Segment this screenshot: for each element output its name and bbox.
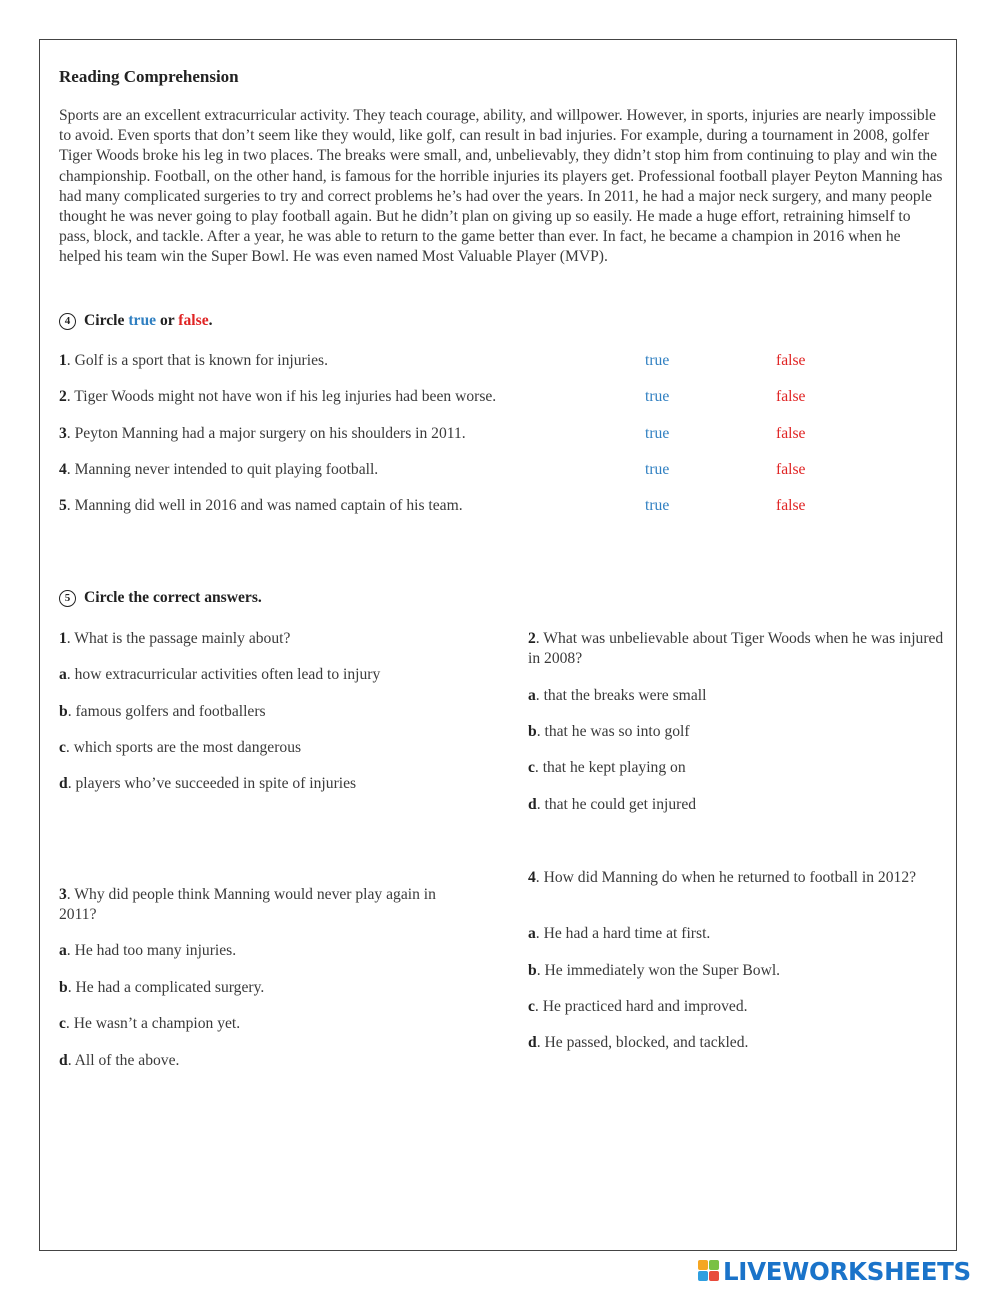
- option-letter: c: [528, 998, 535, 1015]
- section-number-badge: 5: [59, 590, 76, 607]
- option-text: . players who’ve succeeded in spite of injuries: [67, 775, 357, 792]
- option-text: . famous golfers and footballers: [67, 703, 266, 720]
- question-text: . What was unbelievable about Tiger Woods when he was injured in 2008?: [528, 630, 944, 667]
- option-letter: a: [59, 666, 67, 683]
- tf-question-5: [59, 497, 939, 519]
- false-option[interactable]: false: [776, 352, 806, 369]
- option-text: . He wasn’t a champion yet.: [65, 1015, 241, 1032]
- true-option[interactable]: true: [645, 352, 670, 369]
- liveworksheets-logo: [698, 1258, 993, 1286]
- question-number: 1: [59, 352, 67, 369]
- question-number: 2: [528, 630, 536, 647]
- question-stem: [528, 868, 938, 888]
- answer-option-b[interactable]: [528, 722, 690, 742]
- option-letter: a: [528, 925, 536, 942]
- tf-question-3: [59, 425, 939, 447]
- option-text: . He had too many injuries.: [66, 942, 237, 959]
- question-text: . Tiger Woods might not have won if his leg injuries had been worse.: [66, 388, 497, 405]
- mc-question-2: [528, 629, 946, 819]
- option-letter: a: [59, 942, 67, 959]
- option-letter: b: [59, 979, 68, 996]
- tf-question-2: [59, 388, 939, 410]
- option-letter: d: [528, 1034, 537, 1051]
- section-5-heading: [59, 589, 262, 607]
- logo-text: LIVEWORKSHEETS: [723, 1257, 971, 1286]
- answer-option-b[interactable]: [59, 702, 266, 722]
- option-text: . that he was so into golf: [536, 723, 690, 740]
- question-text: . Why did people think Manning would never play again in 2011?: [59, 886, 436, 923]
- tf-question-text: [59, 425, 466, 443]
- question-number: 2: [59, 388, 67, 405]
- true-option[interactable]: true: [645, 425, 670, 442]
- option-letter: c: [528, 759, 535, 776]
- question-text: . Manning did well in 2016 and was named captain of his team.: [66, 497, 463, 514]
- heading-prefix: Circle: [84, 312, 125, 329]
- mc-question-3: [59, 885, 469, 1075]
- option-text: . He immediately won the Super Bowl.: [536, 962, 781, 979]
- question-text: . Peyton Manning had a major surgery on his shoulders in 2011.: [66, 425, 466, 442]
- option-letter: d: [528, 796, 537, 813]
- option-text: . that he could get injured: [536, 796, 697, 813]
- answer-option-c[interactable]: [528, 997, 748, 1017]
- option-letter: b: [59, 703, 68, 720]
- mc-question-4: [528, 868, 938, 1058]
- option-text: . which sports are the most dangerous: [65, 739, 302, 756]
- heading-or-word: or: [159, 312, 175, 329]
- answer-option-a[interactable]: [59, 941, 236, 961]
- question-number: 1: [59, 630, 67, 647]
- question-text: . Manning never intended to quit playing football.: [66, 461, 379, 478]
- option-text: . He had a hard time at first.: [535, 925, 711, 942]
- false-option[interactable]: false: [776, 425, 806, 442]
- answer-option-d[interactable]: [59, 774, 356, 794]
- option-text: . He had a complicated surgery.: [67, 979, 265, 996]
- option-letter: d: [59, 775, 68, 792]
- answer-option-b[interactable]: [528, 961, 780, 981]
- question-stem: [59, 629, 479, 649]
- tf-question-text: [59, 388, 496, 406]
- section-number-badge: 4: [59, 313, 76, 330]
- question-stem: [59, 885, 469, 925]
- answer-option-a[interactable]: [528, 924, 710, 944]
- tf-question-text: [59, 497, 463, 515]
- option-text: . that the breaks were small: [535, 687, 707, 704]
- question-number: 4: [59, 461, 67, 478]
- question-number: 3: [59, 886, 67, 903]
- true-option[interactable]: true: [645, 497, 670, 514]
- option-text: . He passed, blocked, and tackled.: [536, 1034, 749, 1051]
- logo-blocks-icon: [698, 1260, 720, 1282]
- heading-false-word: false: [178, 312, 209, 329]
- question-text: . What is the passage mainly about?: [66, 630, 291, 647]
- section-4-heading: [59, 312, 213, 330]
- option-letter: a: [528, 687, 536, 704]
- option-text: . that he kept playing on: [534, 759, 686, 776]
- reading-passage: Sports are an excellent extracurricular activity. They teach courage, ability, and willpower. However, in sports, injuries are nearly impossible to avoid. Even sports that don’t seem like they would, like golf, can result in bad injuries. For example, during a tournament in 2008, golfer Tiger Woods broke his leg in two places. The breaks were small, and, unbelievably, they didn’t stop him from continuing to play and win the championship. Football, on the other hand, is famous for the horrible injuries its players get. Professional football player Peyton Manning has had many complicated surgeries to try and correct problems he’s had over the years. In 2011, he had a major neck surgery, and many people thought he was never going to play football again. But he didn’t plan on giving up so easily. He made a huge effort, retraining himself to pass, block, and tackle. After a year, he was able to return to the game better than ever. In fact, he became a champion in 2016 when he helped his team win the Super Bowl. He was even named Most Valuable Player (MVP).: [59, 107, 943, 266]
- option-text: . how extracurricular activities often lead to injury: [66, 666, 381, 683]
- tf-question-text: [59, 461, 378, 479]
- mc-question-1: [59, 629, 479, 799]
- option-text: . He practiced hard and improved.: [534, 998, 748, 1015]
- false-option[interactable]: false: [776, 497, 806, 514]
- question-number: 4: [528, 869, 536, 886]
- option-letter: c: [59, 739, 66, 756]
- answer-option-c[interactable]: [59, 738, 301, 758]
- answer-option-d[interactable]: [528, 795, 696, 815]
- question-stem: [528, 629, 946, 669]
- question-text: . Golf is a sport that is known for injuries.: [66, 352, 328, 369]
- false-option[interactable]: false: [776, 461, 806, 478]
- answer-option-a[interactable]: [528, 686, 706, 706]
- option-letter: d: [59, 1052, 68, 1069]
- option-text: . All of the above.: [67, 1052, 180, 1069]
- heading-text: Circle the correct answers.: [84, 589, 262, 606]
- option-letter: c: [59, 1015, 66, 1032]
- heading-true-word: true: [128, 312, 157, 329]
- answer-option-d[interactable]: [528, 1033, 748, 1053]
- heading-period: .: [208, 312, 213, 329]
- true-option[interactable]: true: [645, 388, 670, 405]
- tf-question-4: [59, 461, 939, 483]
- answer-option-c[interactable]: [59, 1014, 240, 1034]
- option-letter: b: [528, 962, 537, 979]
- answer-option-b[interactable]: [59, 978, 264, 998]
- tf-question-1: [59, 352, 939, 374]
- question-text: . How did Manning do when he returned to football in 2012?: [535, 869, 917, 886]
- false-option[interactable]: false: [776, 388, 806, 405]
- page-title: Reading Comprehension: [59, 67, 239, 86]
- true-option[interactable]: true: [645, 461, 670, 478]
- answer-option-d[interactable]: [59, 1051, 179, 1071]
- question-number: 3: [59, 425, 67, 442]
- tf-question-text: [59, 352, 328, 370]
- option-letter: b: [528, 723, 537, 740]
- answer-option-a[interactable]: [59, 665, 380, 685]
- answer-option-c[interactable]: [528, 758, 686, 778]
- question-number: 5: [59, 497, 67, 514]
